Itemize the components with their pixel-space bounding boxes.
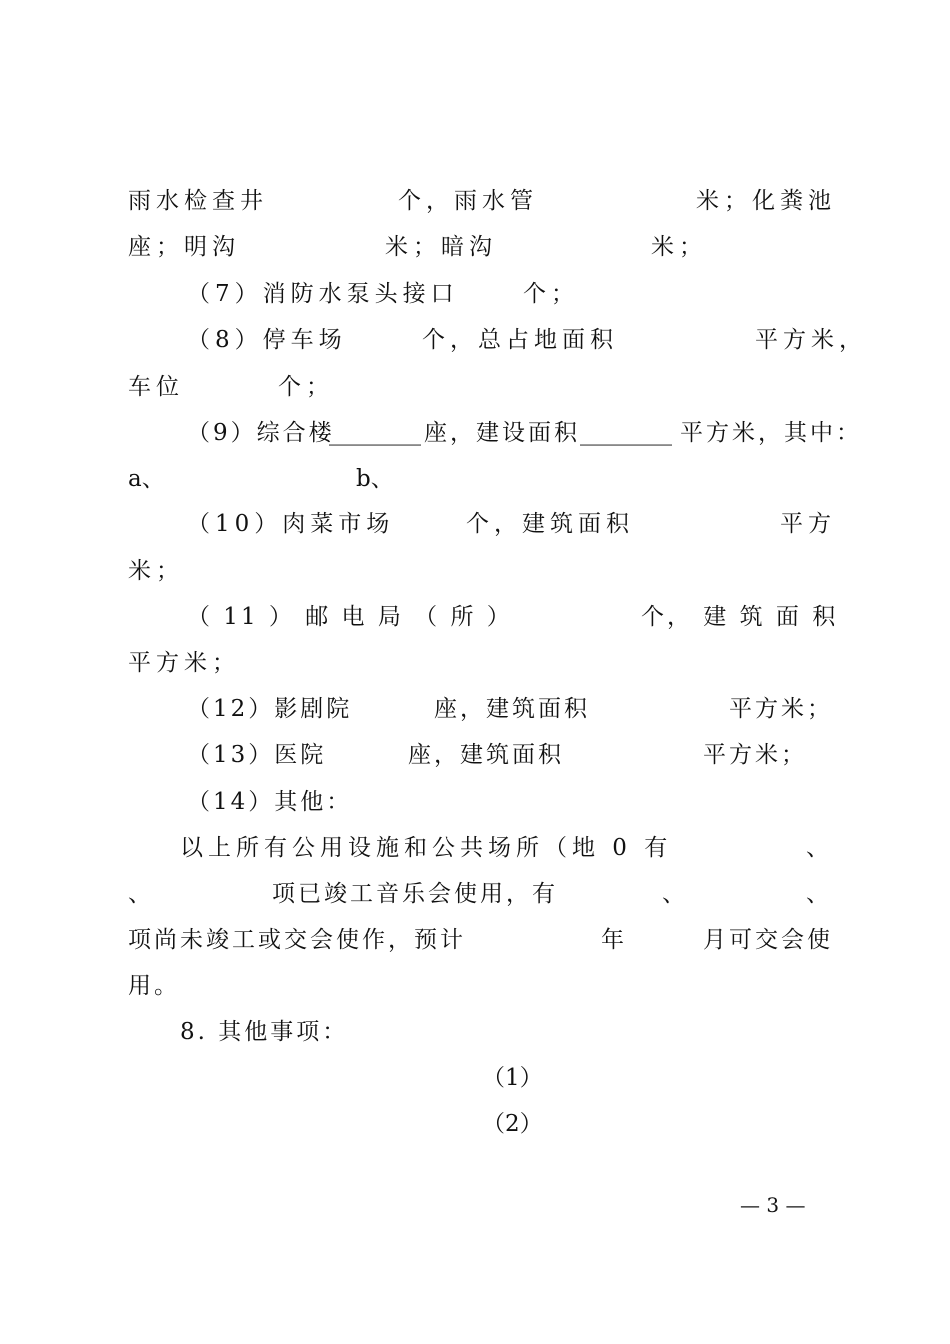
text-item-9-area: 座，建设面积 <box>424 420 580 446</box>
text-item-8-area: 个，总占地面积 <box>422 327 618 353</box>
text-item-12-sqm: 平方米； <box>729 696 833 722</box>
text-item-10-area: 个，建筑面积 <box>466 511 634 537</box>
list-item-1: （1） <box>482 1065 543 1091</box>
text-rain-inspection-well: 雨水检查井 <box>128 188 268 214</box>
text-item-7-fire-pump: （7）消防水泵头接口 <box>187 281 459 307</box>
text-sqm-cont: 平方米； <box>128 650 240 676</box>
text-item-13-hospital: （13）医院 <box>187 742 327 768</box>
text-item-10-market: （10）肉菜市场 <box>187 511 395 537</box>
text-meters-end: 米； <box>651 234 707 260</box>
text-summary-completed: 项已竣工音乐会使用，有 <box>272 881 558 907</box>
blank-complex-count: ________ <box>329 420 421 446</box>
text-rain-pipe: 个，雨水管 <box>398 188 538 214</box>
text-covered-ditch: 米；暗沟 <box>385 234 497 260</box>
text-sub-b: b、 <box>356 466 394 492</box>
text-summary-year: 年 <box>601 927 624 953</box>
text-summary-month: 月可交会使 <box>703 927 833 953</box>
section-heading-other-matters: 8. 其他事项： <box>180 1019 349 1045</box>
text-item-13-sqm: 平方米； <box>703 742 807 768</box>
text-open-ditch: 座；明沟 <box>128 234 240 260</box>
text-item-7-unit: 个； <box>523 281 579 307</box>
text-summary-line-1: 以上所有公用设施和公共场所（地 0 有 <box>180 835 673 861</box>
text-parking-unit: 个； <box>278 374 334 400</box>
text-item-12-area: 座，建筑面积 <box>434 696 590 722</box>
text-septic-tank: 米；化粪池 <box>696 188 836 214</box>
text-item-11-post: （ 11 ） 邮 电 局 （ 所 ） <box>187 604 513 630</box>
text-item-8-parking: （8）停车场 <box>187 327 347 353</box>
text-item-9-complex: （9）综合楼 <box>187 420 335 446</box>
text-summary-sep-1: 、 <box>806 835 829 861</box>
text-summary-sep-2: 、 <box>128 881 151 907</box>
list-item-2: （2） <box>482 1111 543 1137</box>
text-item-10-sqm: 平方 <box>780 511 836 537</box>
text-summary-incomplete: 项尚未竣工或交会使作，预计 <box>128 927 466 953</box>
text-item-11-area: 个， 建 筑 面 积 <box>641 604 839 630</box>
text-summary-sep-4: 、 <box>806 881 829 907</box>
text-summary-sep-3: 、 <box>662 881 685 907</box>
text-meters-cont: 米； <box>128 558 184 584</box>
page-number: — 3 — <box>740 1193 806 1217</box>
text-summary-end: 用。 <box>128 973 180 999</box>
text-sub-a: a、 <box>128 466 165 492</box>
text-item-14-other: （14）其他： <box>187 789 353 815</box>
text-item-9-sqm: 平方米，其中： <box>680 420 862 446</box>
text-item-8-sqm: 平方米， <box>755 327 867 353</box>
text-item-12-theater: （12）影剧院 <box>187 696 353 722</box>
text-item-13-area: 座，建筑面积 <box>408 742 564 768</box>
blank-complex-area: ________ <box>580 420 672 446</box>
text-parking-spaces: 车位 <box>128 374 184 400</box>
